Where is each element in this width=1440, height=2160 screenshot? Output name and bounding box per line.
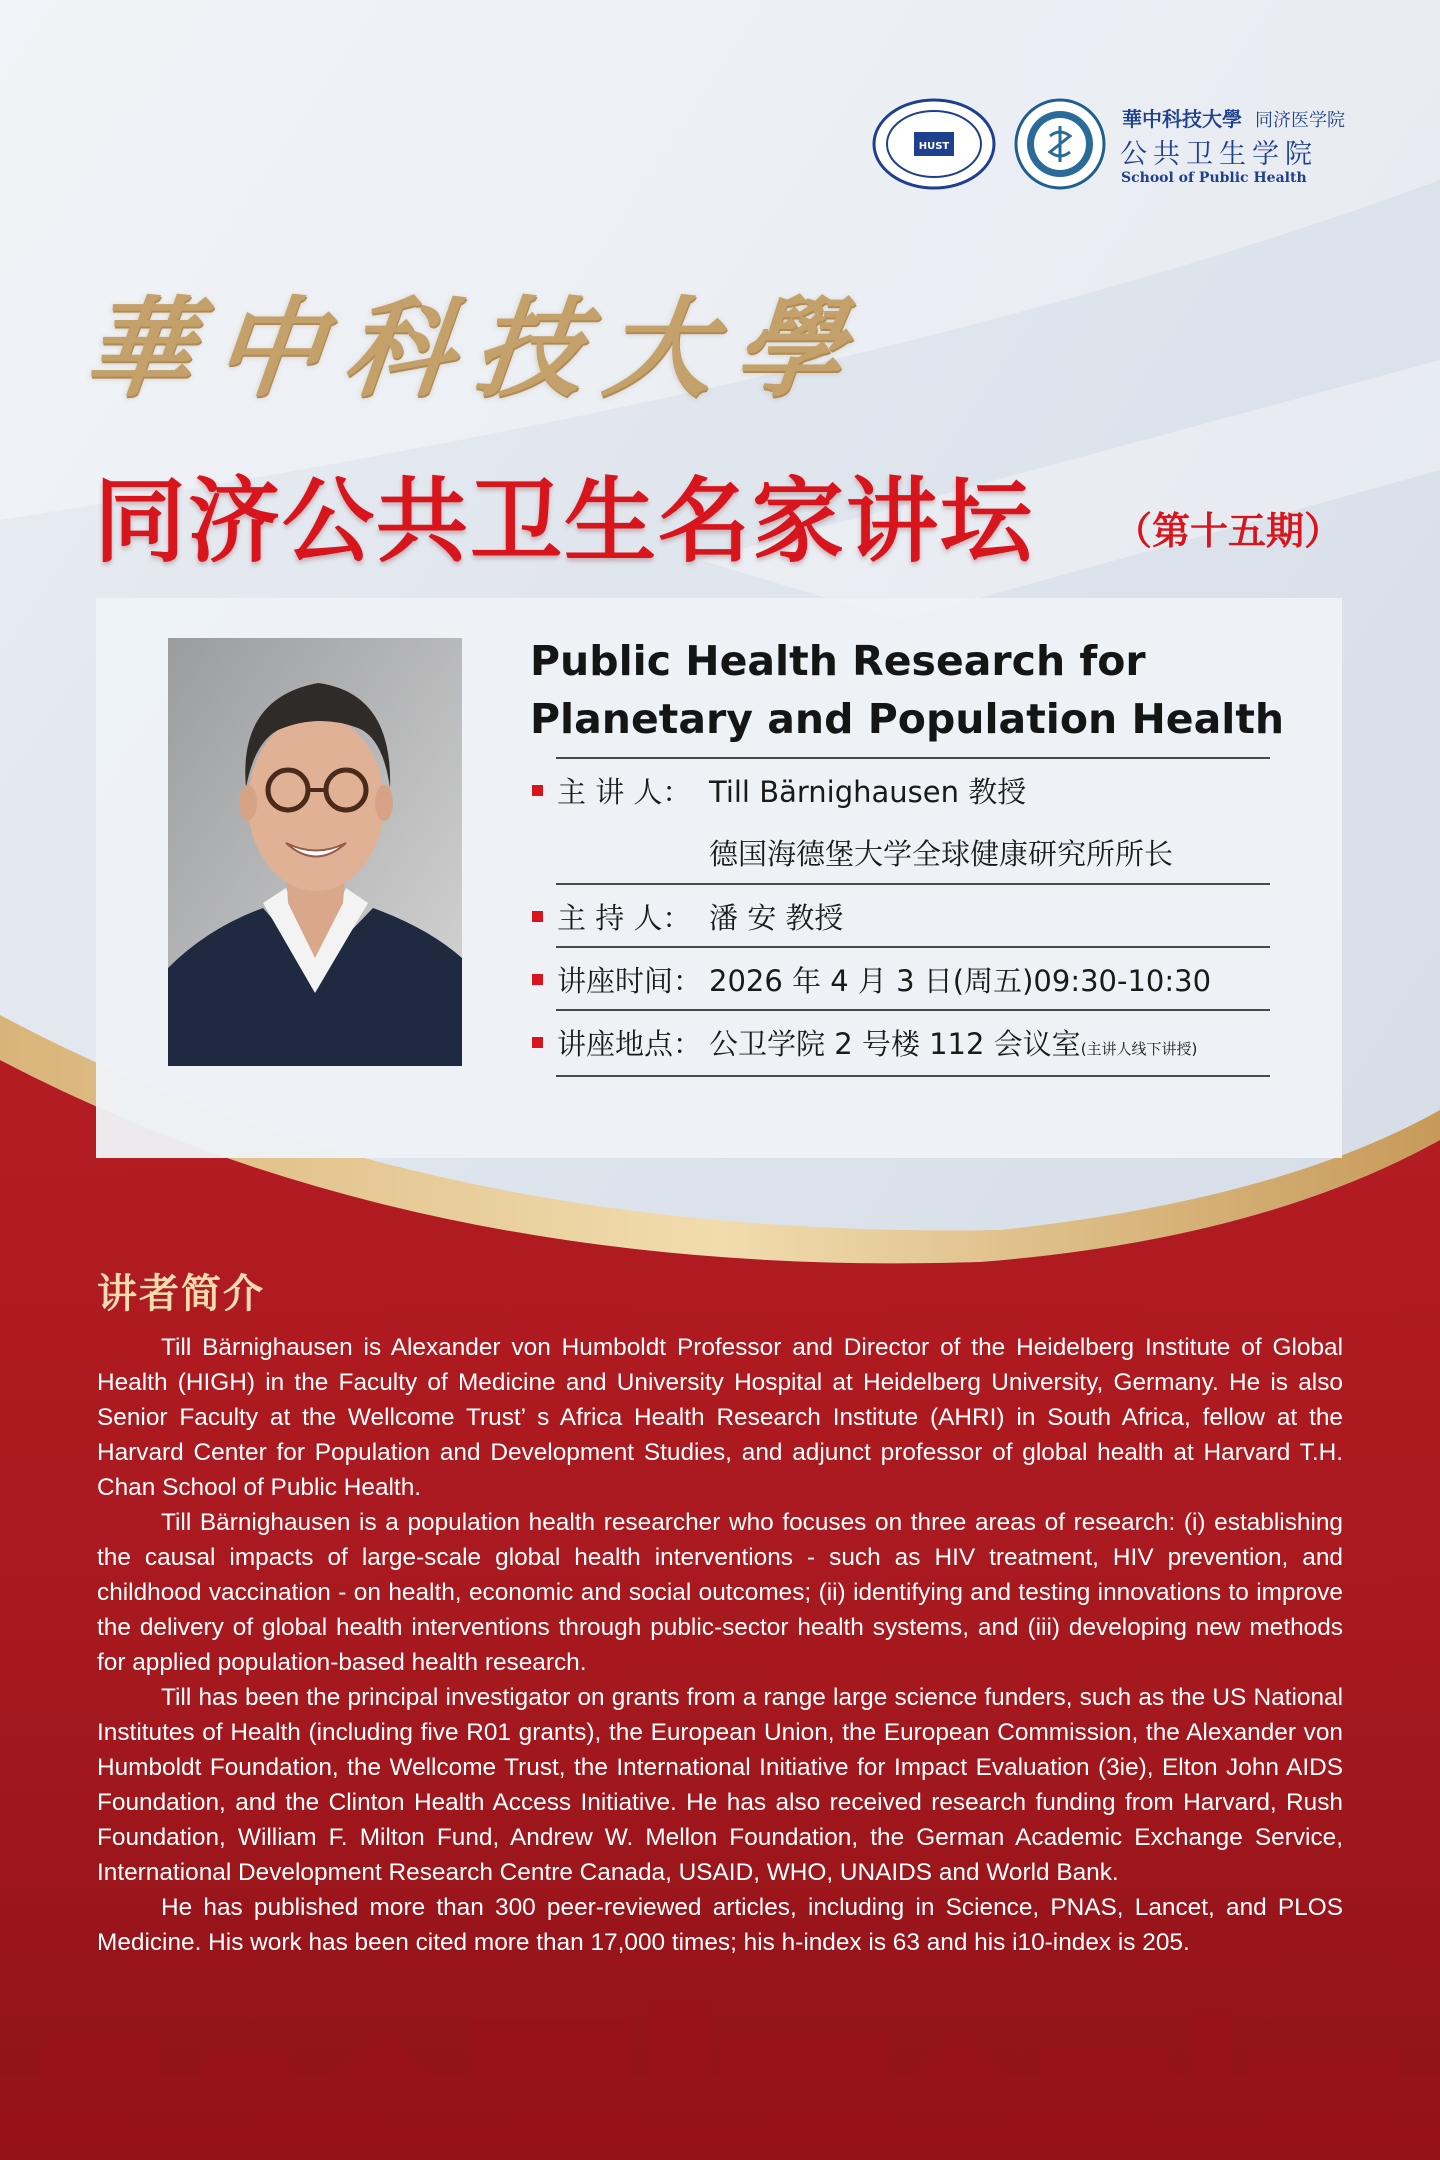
speaker-label: 主 讲 人：: [557, 775, 692, 809]
lecture-title: Public Health Research for Planetary and Population Health: [530, 637, 1285, 743]
school-name-cn: 華中科技大學: [1122, 107, 1242, 131]
school-name-en: School of Public Health: [1121, 170, 1307, 186]
bio-heading: 讲者简介: [97, 1271, 265, 1317]
time-label: 讲座时间：: [557, 964, 703, 998]
school-name-big: 公共卫生学院: [1120, 139, 1318, 170]
university-title: 華中科技大學: [78, 286, 872, 412]
bullet-icon: [532, 974, 543, 985]
forum-title: 同济公共卫生名家讲坛: [94, 468, 1035, 575]
bio-paragraph: He has published more than 300 peer-reviewed articles, including in Science, PNAS, Lancet, and PLOS Medicine. His work has been cited more than 17,000 times; his h-index is 63 and his i10-index is 205.: [97, 1894, 1343, 1956]
tongji-seal-icon: [1014, 98, 1106, 190]
place-label: 讲座地点：: [557, 1027, 703, 1061]
place-row: [557, 1022, 1197, 1063]
divider: [556, 883, 1270, 885]
bio-paragraph: Till Bärnighausen is a population health researcher who focuses on three areas of research: (i) establishing the causal impacts of large-scale global health interventions - such as HIV treatment, HIV prevention, and childhood vaccination - on health, economic and social outcomes; (ii) identifying and testing innovations to improve the delivery of global health interventions through public-sector health systems, and (iii) developing new methods for applied population-based health research.: [97, 1509, 1343, 1676]
host-row: [557, 896, 843, 937]
speaker-photo: [168, 638, 462, 1066]
divider: [556, 757, 1270, 759]
lecture-time: 2026 年 4 月 3 日(周五)09:30-10:30: [709, 964, 1212, 998]
speaker-name: Till Bärnighausen 教授: [709, 775, 1027, 809]
place-note: (主讲人线下讲授): [1080, 1040, 1198, 1058]
bullet-icon: [532, 911, 543, 922]
host-name: 潘 安 教授: [709, 901, 844, 935]
lecture-place: 公卫学院 2 号楼 112 会议室: [709, 1027, 1081, 1061]
divider: [556, 946, 1270, 948]
bio-paragraph: Till Bärnighausen is Alexander von Humboldt Professor and Director of the Heidelberg Institute of Global Health (HIGH) in the Faculty of Medicine and University Hospital at Heidelberg University, Germany. He is also Senior Faculty at the Wellcome Trust’ s Africa Health Research Institute (AHRI) in South Africa, fellow at the Harvard Center for Population and Development Studies, and adjunct professor of global health at Harvard T.H. Chan School of Public Health.: [97, 1334, 1343, 1501]
time-row: [557, 959, 1211, 1000]
bullet-icon: [532, 1037, 543, 1048]
bio-text: [97, 1330, 1343, 1960]
divider: [556, 1009, 1270, 1011]
bullet-icon: [532, 785, 543, 796]
issue-number: （第十五期）: [1114, 509, 1343, 553]
hust-seal-icon: [872, 98, 996, 190]
speaker-affiliation: 德国海德堡大学全球健康研究所所长: [709, 837, 1174, 871]
speaker-row: [557, 770, 1026, 811]
bio-paragraph: Till has been the principal investigator on grants from a range large science funders, such as the US National Institutes of Health (including five R01 grants), the European Union, the European Commission, the Alexander von Humboldt Foundation, the Wellcome Trust, the International Initiative for Impact Evaluation (3ie), Elton John AIDS Foundation, and the Clinton Health Access Initiative. He has also received research funding from Harvard, Rush Foundation, William F. Milton Fund, Andrew W. Mellon Foundation, the German Academic Exchange Service, International Development Research Centre Canada, USAID, WHO, UNAIDS and World Bank.: [97, 1684, 1343, 1886]
host-label: 主 持 人：: [557, 901, 692, 935]
school-sub-name: 同济医学院: [1254, 110, 1345, 131]
svg-text:HUST: HUST: [918, 141, 950, 152]
divider: [556, 1075, 1270, 1077]
